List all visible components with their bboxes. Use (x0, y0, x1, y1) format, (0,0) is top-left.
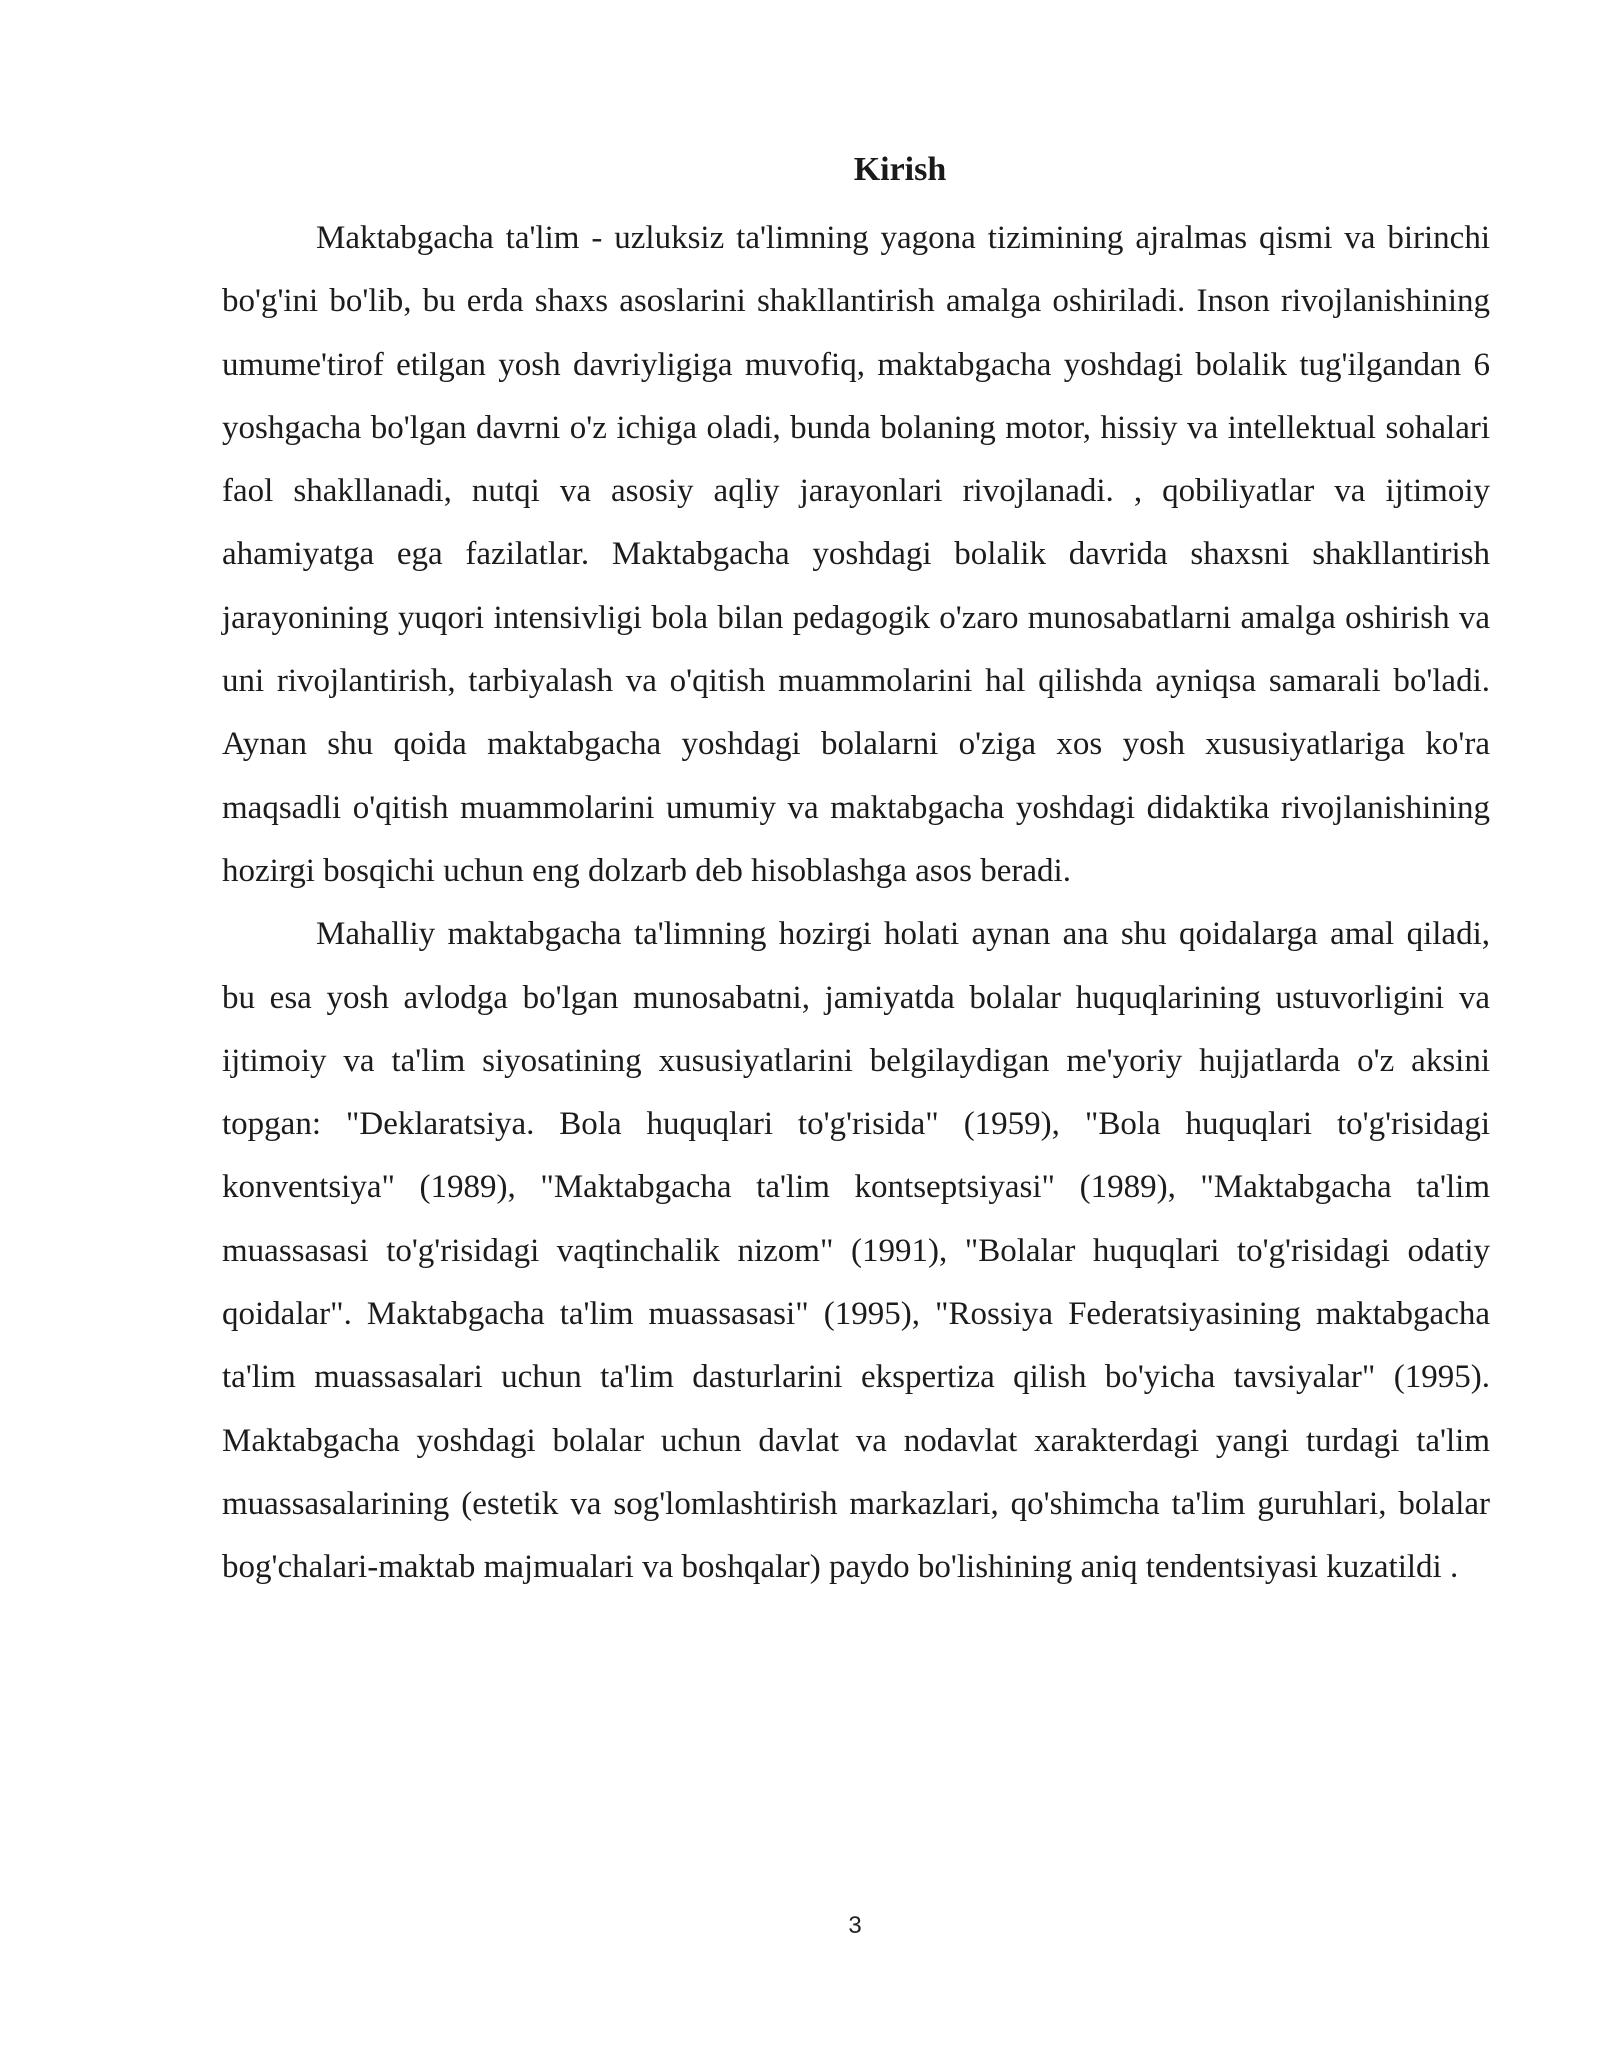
body-text (222, 207, 1490, 1600)
paragraph-2: Mahalliy maktabgacha ta'limning hozirgi holati aynan ana shu qoidalarga amal qiladi, bu esa yosh avlodga bo'lgan munosabatni, jamiyatda bolalar huquqlarining ustuvorligini va ijtimoiy va ta'lim siyosatining xususiyatlarini belgilaydigan me'yoriy hujjatlarda o'z aksini topgan: "Deklaratsiya. Bola huquqlari to'g'risida" (1959), "Bola huquqlari to'g'risidagi konventsiya" (1989), "Maktabgacha ta'lim kontseptsiyasi" (1989), "Maktabgacha ta'lim muassasasi to'g'risidagi vaqtinchalik nizom" (1991), "Bolalar huquqlari to'g'risidagi odatiy qoidalar". Maktabgacha ta'lim muassasasi" (1995), "Rossiya Federatsiyasining maktabgacha ta'lim muassasalari uchun ta'lim dasturlarini ekspertiza qilish bo'yicha tavsiyalar" (1995). Maktabgacha yoshdagi bolalar uchun davlat va nodavlat xarakterdagi yangi turdagi ta'lim muassasalarining (estetik va sog'lomlashtirish markazlari, qo'shimcha ta'lim guruhlari, bolalar bog'chalari-maktab majmualari va boshqalar) paydo bo'lishining aniq tendentsiyasi kuzatildi . (222, 916, 1490, 1586)
page-number: 3 (848, 1912, 862, 1939)
section-title: Kirish (853, 151, 947, 188)
paragraph-1: Maktabgacha ta'lim - uzluksiz ta'limning yagona tizimining ajralmas qismi va birinchi bo'g'ini bo'lib, bu erda shaxs asoslarini shakllantirish amalga oshiriladi. Inson rivojlanishining umume'tirof etilgan yosh davriyligiga muvofiq, maktabgacha yoshdagi bolalik tug'ilgandan 6 yoshgacha bo'lgan davrni o'z ichiga oladi, bunda bolaning motor, hissiy va intellektual sohalari faol shakllanadi, nutqi va asosiy aqliy jarayonlari rivojlanadi. , qobiliyatlar va ijtimoiy ahamiyatga ega fazilatlar. Maktabgacha yoshdagi bolalik davrida shaxsni shakllantirish jarayonining yuqori intensivligi bola bilan pedagogik o'zaro munosabatlarni amalga oshirish va uni rivojlantirish, tarbiyalash va o'qitish muammolarini hal qilishda ayniqsa samarali bo'ladi. Aynan shu qoida maktabgacha yoshdagi bolalarni o'ziga xos yosh xususiyatlariga ko'ra maqsadli o'qitish muammolarini umumiy va maktabgacha yoshdagi didaktika rivojlanishining hozirgi bosqichi uchun eng dolzarb deb hisoblashga asos beradi. (222, 220, 1490, 889)
